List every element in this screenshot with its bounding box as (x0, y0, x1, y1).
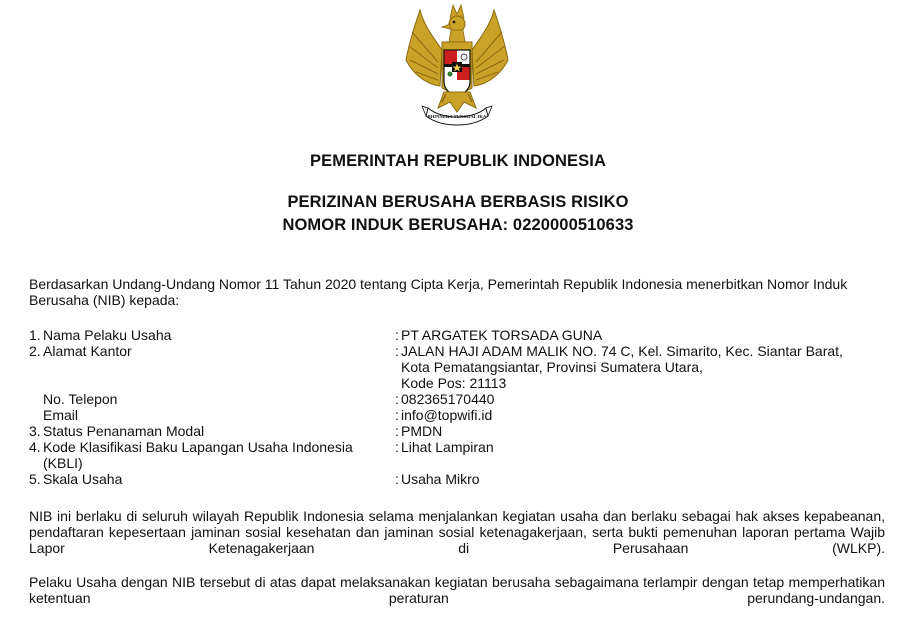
field-business-scale (29, 471, 889, 487)
government-title: PEMERINTAH REPUBLIK INDONESIA (310, 152, 606, 170)
field-number (29, 391, 43, 407)
field-number: 5. (29, 471, 41, 487)
field-kbli (29, 439, 889, 471)
field-label: Kode Klasifikasi Baku Lapangan Usaha Indonesia (KBLI) (43, 439, 353, 471)
field-label: Alamat Kantor (43, 343, 132, 359)
field-separator: : (395, 343, 399, 359)
nib-number-title: NOMOR INDUK BERUSAHA: 0220000510633 (282, 216, 634, 234)
obligation-paragraph: Pelaku Usaha dengan NIB tersebut di atas dapat melaksanakan kegiatan berusaha sebagaimana terlampir dengan tetap memperhatikan ketentuan peraturan perundang-undangan. (29, 574, 885, 606)
field-value: Usaha Mikro (401, 471, 480, 487)
address-line-2: Kota Pematangsiantar, Provinsi Sumatera Utara, (401, 359, 703, 375)
field-separator: : (395, 471, 399, 487)
field-number: 1. (29, 327, 41, 343)
field-value: PT ARGATEK TORSADA GUNA (401, 327, 603, 343)
garuda-pancasila-emblem (398, 2, 516, 128)
field-label: Status Penanaman Modal (43, 423, 205, 439)
intro-paragraph: Berdasarkan Undang-Undang Nomor 11 Tahun 2020 tentang Cipta Kerja, Pemerintah Republik Indonesia menerbitkan Nomor Induk Berusaha (NIB) kepada: (29, 276, 848, 308)
field-separator: : (395, 327, 399, 343)
field-label: Skala Usaha (43, 471, 123, 487)
field-investment-status (29, 423, 889, 439)
field-number: 3. (29, 423, 41, 439)
field-number: 2. (29, 343, 41, 359)
field-phone (29, 391, 889, 407)
field-value: info@topwifi.id (401, 407, 493, 423)
field-value: PMDN (401, 423, 443, 439)
document-type-title: PERIZINAN BERUSAHA BERBASIS RISIKO (287, 193, 629, 211)
field-separator: : (395, 407, 399, 423)
field-number: 4. (29, 439, 41, 455)
field-label: Email (43, 407, 79, 423)
business-fields-list (29, 327, 889, 487)
field-value: 082365170440 (401, 391, 495, 407)
field-office-address (29, 343, 889, 391)
field-separator: : (395, 423, 399, 439)
field-business-name (29, 327, 889, 343)
field-label: No. Telepon (43, 391, 118, 407)
field-value: Lihat Lampiran (401, 439, 494, 455)
field-label: Nama Pelaku Usaha (43, 327, 172, 343)
field-separator: : (395, 391, 399, 407)
emblem-motto-text: BHINNEKA TUNGGAL IKA (427, 114, 487, 119)
field-email (29, 407, 889, 423)
field-separator: : (395, 439, 399, 455)
address-line-1: JALAN HAJI ADAM MALIK NO. 74 C, Kel. Simarito, Kec. Siantar Barat, (401, 343, 843, 359)
field-number (29, 407, 43, 423)
validity-paragraph: NIB ini berlaku di seluruh wilayah Republik Indonesia selama menjalankan kegiatan usaha dan berlaku sebagai hak akses kepabeanan, pendaftaran kepesertaan jaminan sosial kesehatan dan jaminan sosial ketenagakerjaan, serta bukti pemenuhan laporan pertama Wajib Lapor Ketenagakerjaan di Perusahaan (WLKP). (29, 508, 885, 556)
address-line-3: Kode Pos: 21113 (401, 375, 507, 391)
